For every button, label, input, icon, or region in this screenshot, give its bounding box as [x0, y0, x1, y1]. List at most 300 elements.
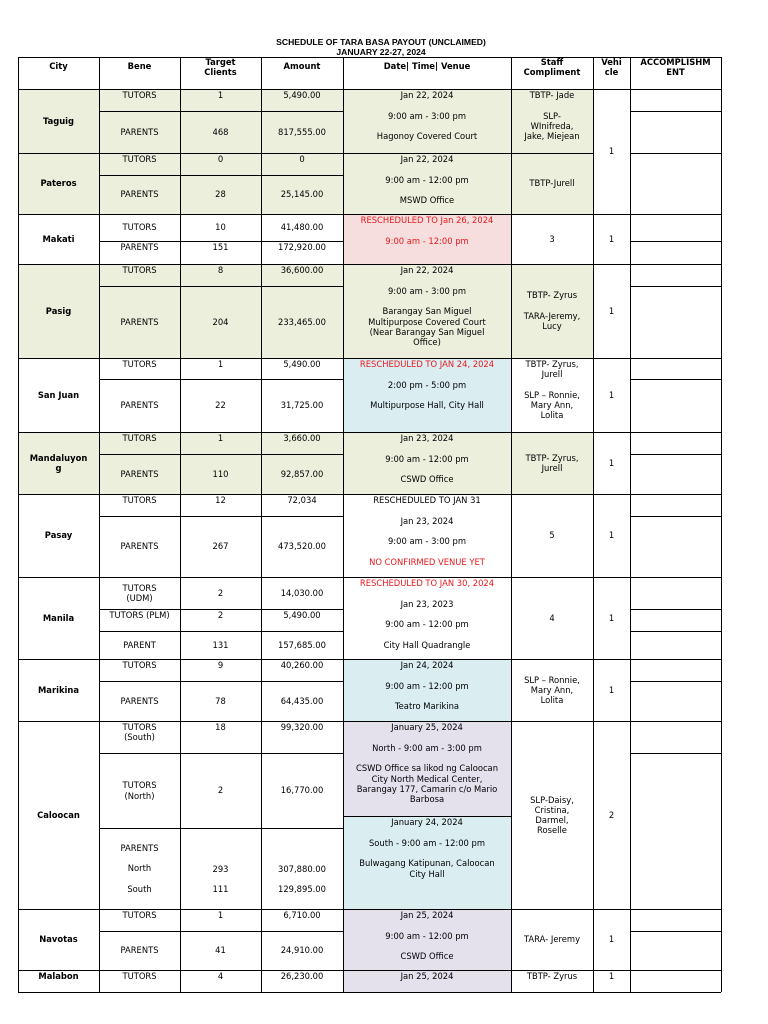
cell-text: 233,465.00 [278, 316, 326, 327]
cell-text-line: TUTORS [122, 582, 157, 593]
cell-text-line: PARENTS [120, 842, 159, 853]
header-accomplishment [630, 57, 721, 89]
cell-text: PARENTS [120, 316, 159, 327]
cell-text-line: Jurell [541, 463, 563, 473]
cell-vehicle [593, 432, 630, 494]
cell-target-clients [180, 432, 261, 454]
cell-text: 78 [215, 695, 226, 706]
cell-text-line: Darmel, [535, 815, 569, 825]
cell-text-line: CSWD Office [400, 474, 454, 485]
cell-text: 36,600.00 [280, 265, 324, 275]
cell-target-clients [180, 970, 261, 992]
cell-text: 1 [217, 910, 224, 920]
cell-text-line: Hagonoy Covered Court [376, 131, 478, 142]
cell-amount [261, 454, 343, 494]
cell-staff-compliment [511, 358, 593, 432]
cell-text: 31,725.00 [280, 400, 324, 411]
cell-target-clients [180, 214, 261, 241]
cell-text: PARENT [123, 639, 156, 650]
cell-text-line: Jan 23, 2023 [400, 598, 454, 609]
cell-bene [99, 432, 180, 454]
header-city-text: City [49, 61, 68, 71]
cell-text: PARENTS [120, 468, 159, 479]
cell-target-clients [180, 264, 261, 286]
cell-bene [99, 111, 180, 153]
cell-vehicle [593, 494, 630, 577]
cell-target-clients [180, 286, 261, 358]
cell-text: TUTORS [122, 910, 157, 920]
cell-text-line: 9:00 am - 3:00 pm [387, 285, 467, 296]
cell-city [18, 577, 99, 659]
cell-text-line: 9:00 am - 12:00 pm [385, 930, 469, 941]
cell-text: Makati [42, 233, 75, 244]
cell-amount [261, 111, 343, 153]
cell-amount [261, 577, 343, 609]
cell-target-clients [180, 577, 261, 609]
cell-text: PARENTS [120, 541, 159, 552]
cell-text-line: 9:00 am - 12:00 pm [385, 174, 469, 185]
cell-text: 1 [608, 305, 615, 316]
cell-staff-compliment [511, 214, 593, 264]
cell-accomplishment [630, 494, 721, 577]
cell-date-time-venue [343, 494, 511, 577]
cell-text: 1 [217, 90, 224, 100]
cell-text: 172,920.00 [278, 242, 326, 252]
cell-amount [261, 516, 343, 577]
cell-accomplishment [630, 659, 721, 721]
cell-accomplishment [630, 432, 721, 494]
cell-text: 1 [608, 530, 615, 541]
header-date-time-venue [343, 57, 511, 89]
cell-text: San Juan [37, 389, 80, 400]
cell-text-line: Barangay San Miguel [382, 306, 472, 317]
title-line-1: SCHEDULE OF TARA BASA PAYOUT (UNCLAIMED) [276, 37, 486, 47]
cell-text-line: 9:00 am - 12:00 pm [385, 453, 469, 464]
cell-text: 131 [212, 639, 229, 650]
cell-city [18, 153, 99, 214]
cell-text: Malabon [38, 971, 79, 981]
header-vehicle-text: Vehi [601, 57, 622, 67]
cell-bene [99, 681, 180, 721]
cell-amount [261, 494, 343, 516]
cell-bene [99, 264, 180, 286]
cell-text-line: City Hall Quadrangle [383, 640, 471, 651]
cell-text: 3 [549, 233, 555, 244]
header-target-clients-text: Clients [204, 67, 237, 78]
cell-text-line: WInifreda, [530, 120, 574, 131]
cell-text-line: Lolita [540, 695, 564, 706]
cell-text-line: Jake, Miejean [524, 131, 580, 142]
cell-bene [99, 358, 180, 379]
cell-target-clients [180, 175, 261, 214]
cell-target-clients [180, 659, 261, 681]
cell-bene [99, 721, 180, 753]
cell-text: Marikina [37, 684, 80, 695]
cell-text: 41 [215, 945, 226, 956]
cell-bene [99, 214, 180, 241]
cell-text-line: 9:00 am - 3:00 pm [387, 110, 467, 121]
header-accomplishment-text: ACCOMPLISHM [640, 57, 711, 67]
cell-text: 10 [215, 222, 226, 233]
cell-amount [261, 721, 343, 753]
cell-text-line: (Near Barangay San Miguel [369, 326, 485, 337]
cell-vehicle [593, 264, 630, 358]
cell-text: 1 [608, 389, 615, 400]
cell-text: 26,230.00 [280, 971, 324, 981]
cell-text: Pasay [44, 530, 73, 541]
cell-text: 1 [608, 457, 615, 468]
cell-text-line: Lucy [542, 321, 562, 332]
cell-bene [99, 609, 180, 631]
cell-text: 40,260.00 [280, 660, 324, 670]
cell-target-clients [180, 516, 261, 577]
cell-text: 8 [217, 265, 224, 275]
cell-text: PARENTS [120, 189, 159, 200]
cell-text: 1 [608, 233, 615, 244]
cell-vehicle [593, 721, 630, 909]
cell-bene [99, 659, 180, 681]
cell-target-clients [180, 454, 261, 494]
cell-text: PARENTS [120, 695, 159, 706]
cell-text-line: RESCHEDULED TO JAN 31 [373, 495, 481, 505]
cell-vehicle [593, 214, 630, 264]
cell-text: 22 [215, 400, 226, 411]
cell-text: 110 [212, 468, 229, 479]
cell-target-clients [180, 909, 261, 931]
cell-text-line: South [127, 884, 152, 895]
cell-text-line: Jan 25, 2024 [400, 910, 454, 920]
cell-date-time-venue [343, 721, 511, 816]
cell-vehicle [593, 89, 630, 214]
cell-bene [99, 828, 180, 909]
header-staff-compliment-text: Compliment [523, 67, 581, 78]
cell-amount [261, 379, 343, 432]
cell-bene [99, 631, 180, 659]
cell-bene [99, 241, 180, 264]
cell-text: Navotas [39, 934, 78, 945]
cell-amount [261, 609, 343, 631]
cell-text: 1 [608, 612, 615, 623]
header-vehicle [593, 57, 630, 89]
cell-text-line: South - 9:00 am - 12:00 pm [368, 837, 486, 848]
cell-bene [99, 494, 180, 516]
cell-text: 99,320.00 [280, 722, 324, 732]
cell-text: TBTP-Jurell [529, 178, 575, 189]
cell-staff-compliment [511, 494, 593, 577]
cell-text-line: CSWD Office [400, 951, 454, 962]
header-staff-compliment-text: Staff [540, 57, 564, 67]
cell-city [18, 89, 99, 153]
cell-target-clients [180, 89, 261, 111]
cell-text-line: 9:00 am - 12:00 pm [385, 235, 469, 246]
cell-text-line: Multipurpose Covered Court [368, 316, 486, 327]
cell-target-clients [180, 631, 261, 659]
header-date-time-venue-text: Date| Time| Venue [383, 61, 471, 71]
cell-city [18, 970, 99, 992]
cell-accomplishment [630, 153, 721, 214]
cell-text-line: (South) [124, 732, 155, 743]
cell-text: 12 [215, 495, 226, 505]
cell-text: 2 [608, 809, 615, 820]
cell-city [18, 721, 99, 909]
cell-text: 24,910.00 [280, 945, 324, 956]
cell-staff-compliment [511, 577, 593, 659]
cell-text: TUTORS [122, 971, 157, 981]
cell-text: PARENTS [120, 242, 159, 252]
cell-text-line: g [55, 463, 62, 473]
cell-bene [99, 577, 180, 609]
cell-text-line: 307,880.00 [278, 863, 326, 874]
cell-text-line: Jan 24, 2024 [400, 660, 454, 670]
cell-amount [261, 175, 343, 214]
cell-text: 41,480.00 [280, 222, 324, 233]
cell-date-time-venue [343, 577, 511, 659]
cell-text-line: TBTP- Zyrus, [525, 359, 579, 369]
cell-text-line: (UDM) [126, 593, 153, 603]
cell-bene [99, 153, 180, 175]
header-bene-text: Bene [127, 61, 152, 71]
cell-text-line: Mary Ann, [530, 400, 574, 411]
cell-bene [99, 379, 180, 432]
cell-text-line: 9:00 am - 12:00 pm [385, 680, 469, 691]
cell-text-line: RESCHEDULED TO JAN 24, 2024 [359, 359, 495, 369]
cell-text-line: City North Medical Center, [371, 773, 483, 784]
cell-text-line: TUTORS [122, 780, 157, 791]
cell-text-line: Roselle [537, 825, 567, 836]
cell-target-clients [180, 753, 261, 828]
cell-text: 468 [212, 126, 229, 137]
cell-target-clients [180, 494, 261, 516]
cell-text: 72,034 [287, 495, 317, 505]
cell-amount [261, 241, 343, 264]
cell-text-line: City Hall [409, 868, 445, 879]
cell-staff-compliment [511, 721, 593, 909]
cell-bene [99, 516, 180, 577]
cell-target-clients [180, 931, 261, 970]
cell-text: PARENTS [120, 945, 159, 956]
cell-target-clients [180, 379, 261, 432]
cell-text-line: RESCHEDULED TO Jan 26, 2024 [360, 215, 494, 225]
cell-text-line: TBTP- Zyrus, [525, 452, 579, 463]
cell-date-time-venue [343, 659, 511, 721]
cell-text: 1 [217, 359, 224, 369]
cell-amount [261, 828, 343, 909]
cell-text: TARA- Jeremy [523, 934, 581, 945]
cell-staff-compliment [511, 264, 593, 358]
cell-date-time-venue [343, 89, 511, 153]
cell-city [18, 909, 99, 970]
cell-staff-compliment [511, 153, 593, 214]
cell-text-line: SLP – Ronnie, [524, 389, 580, 400]
cell-text: 1 [608, 971, 615, 981]
cell-date-time-venue [343, 432, 511, 494]
cell-text: TUTORS [122, 265, 157, 275]
cell-city [18, 432, 99, 494]
cell-bene [99, 286, 180, 358]
cell-text: 151 [212, 242, 229, 252]
cell-text: 18 [215, 722, 226, 732]
cell-text-line: SLP – Ronnie, [524, 674, 580, 685]
header-target-clients [180, 57, 261, 89]
cell-staff-compliment [511, 432, 593, 494]
cell-accomplishment [630, 577, 721, 659]
cell-text-line: TARA-Jeremy, [523, 311, 581, 322]
cell-text: 25,145.00 [280, 189, 324, 200]
cell-bene [99, 931, 180, 970]
cell-accomplishment [630, 909, 721, 970]
header-bene [99, 57, 180, 89]
cell-amount [261, 681, 343, 721]
header-amount-text: Amount [283, 61, 321, 71]
cell-text-line: Mary Ann, [530, 684, 574, 695]
cell-text-line: 9:00 am - 12:00 pm [385, 619, 469, 630]
cell-text-line: Teatro Marikina [394, 701, 460, 712]
cell-text: 5,490.00 [283, 359, 321, 369]
cell-text-line: CSWD Office sa likod ng Caloocan [355, 763, 498, 774]
cell-text: TUTORS [122, 154, 157, 164]
cell-text-line: North [127, 863, 152, 874]
cell-text-line: Jan 23, 2024 [400, 515, 454, 526]
cell-text-line: TBTP- Jade [529, 90, 575, 100]
cell-target-clients [180, 609, 261, 631]
cell-text: 0 [217, 154, 224, 164]
cell-text: TUTORS [122, 222, 157, 233]
cell-amount [261, 89, 343, 111]
cell-target-clients [180, 241, 261, 264]
cell-city [18, 214, 99, 264]
cell-text: PARENTS [120, 400, 159, 411]
cell-text: 3,660.00 [283, 433, 321, 443]
cell-target-clients [180, 358, 261, 379]
cell-vehicle [593, 970, 630, 992]
cell-text: TUTORS [122, 660, 157, 670]
cell-bene [99, 454, 180, 494]
cell-text: TBTP- Zyrus [526, 971, 578, 981]
cell-text-line: TUTORS [122, 722, 157, 732]
cell-text: 92,857.00 [280, 468, 324, 479]
cell-text: 2 [217, 610, 224, 620]
cell-text-line: Lolita [540, 410, 564, 421]
cell-date-time-venue [343, 153, 511, 214]
cell-city [18, 659, 99, 721]
cell-text: 4 [549, 612, 555, 623]
cell-accomplishment [630, 264, 721, 358]
cell-staff-compliment [511, 909, 593, 970]
cell-amount [261, 153, 343, 175]
cell-text: 267 [212, 541, 229, 552]
cell-accomplishment [630, 970, 721, 992]
cell-city [18, 494, 99, 577]
cell-text: 0 [299, 154, 305, 164]
cell-text-line: Barangay 177, Camarin c/o Mario [356, 783, 498, 794]
cell-text-line: 129,895.00 [278, 884, 326, 895]
cell-text-line: North - 9:00 am - 3:00 pm [372, 742, 482, 753]
cell-amount [261, 970, 343, 992]
cell-text-line: January 25, 2024 [391, 722, 463, 732]
cell-text-line: SLP-Daisy, [530, 794, 574, 805]
cell-text-line: MSWD Office [399, 195, 455, 206]
cell-bene [99, 753, 180, 828]
cell-text: 473,520.00 [278, 541, 326, 552]
cell-text: 2 [217, 587, 224, 598]
cell-vehicle [593, 659, 630, 721]
cell-target-clients [180, 828, 261, 909]
cell-amount [261, 214, 343, 241]
cell-text: PARENTS [120, 126, 159, 137]
cell-text: 64,435.00 [280, 695, 324, 706]
cell-text: 1 [217, 433, 224, 443]
cell-text-line: 9:00 am - 3:00 pm [387, 536, 467, 547]
cell-text: TUTORS (PLM) [109, 610, 170, 620]
cell-amount [261, 264, 343, 286]
cell-amount [261, 931, 343, 970]
cell-text: 28 [215, 189, 226, 200]
cell-city [18, 264, 99, 358]
cell-target-clients [180, 721, 261, 753]
cell-staff-compliment [511, 970, 593, 992]
cell-accomplishment [630, 214, 721, 264]
title-line-2: JANUARY 22-27, 2024 [336, 47, 426, 57]
cell-text-line: NO CONFIRMED VENUE YET [369, 557, 485, 568]
cell-accomplishment [630, 89, 721, 153]
cell-city [18, 358, 99, 432]
cell-date-time-venue [343, 909, 511, 970]
cell-target-clients [180, 111, 261, 153]
cell-text: 157,685.00 [278, 639, 326, 650]
cell-date-time-venue [343, 970, 511, 992]
cell-text: 1 [608, 146, 615, 157]
cell-text-line: Office) [413, 337, 441, 348]
cell-text: 1 [608, 684, 615, 695]
cell-amount [261, 631, 343, 659]
cell-text: 6,710.00 [283, 910, 321, 920]
cell-date-time-venue [343, 358, 511, 432]
header-amount [261, 57, 343, 89]
cell-accomplishment [630, 358, 721, 432]
cell-text-line: Jan 22, 2024 [400, 265, 454, 275]
cell-text-line: January 24, 2024 [391, 817, 463, 827]
header-city [18, 57, 99, 89]
cell-text-line: Jan 22, 2024 [400, 154, 454, 164]
cell-amount [261, 286, 343, 358]
cell-text-line: Cristina, [534, 804, 570, 815]
header-staff-compliment [511, 57, 593, 89]
cell-text: TUTORS [122, 433, 157, 443]
cell-vehicle [593, 358, 630, 432]
cell-date-time-venue [343, 214, 511, 264]
cell-text: Jan 25, 2024 [400, 971, 454, 981]
cell-text: 817,555.00 [278, 126, 326, 137]
cell-amount [261, 753, 343, 828]
cell-text-line: Mandaluyon [29, 452, 88, 463]
cell-amount [261, 659, 343, 681]
cell-text-line: Jan 22, 2024 [400, 90, 454, 100]
cell-text: 9 [217, 660, 224, 670]
cell-bene [99, 970, 180, 992]
cell-text-line: 111 [212, 884, 229, 895]
cell-text: 1 [608, 934, 615, 945]
cell-text: Pateros [40, 178, 77, 189]
cell-text-line: (North) [124, 790, 155, 801]
cell-bene [99, 175, 180, 214]
cell-text: 2 [217, 785, 224, 796]
cell-vehicle [593, 909, 630, 970]
cell-text-line: 293 [212, 863, 229, 874]
cell-text: 5,490.00 [283, 610, 321, 620]
cell-amount [261, 909, 343, 931]
cell-amount [261, 432, 343, 454]
cell-staff-compliment [511, 89, 593, 153]
